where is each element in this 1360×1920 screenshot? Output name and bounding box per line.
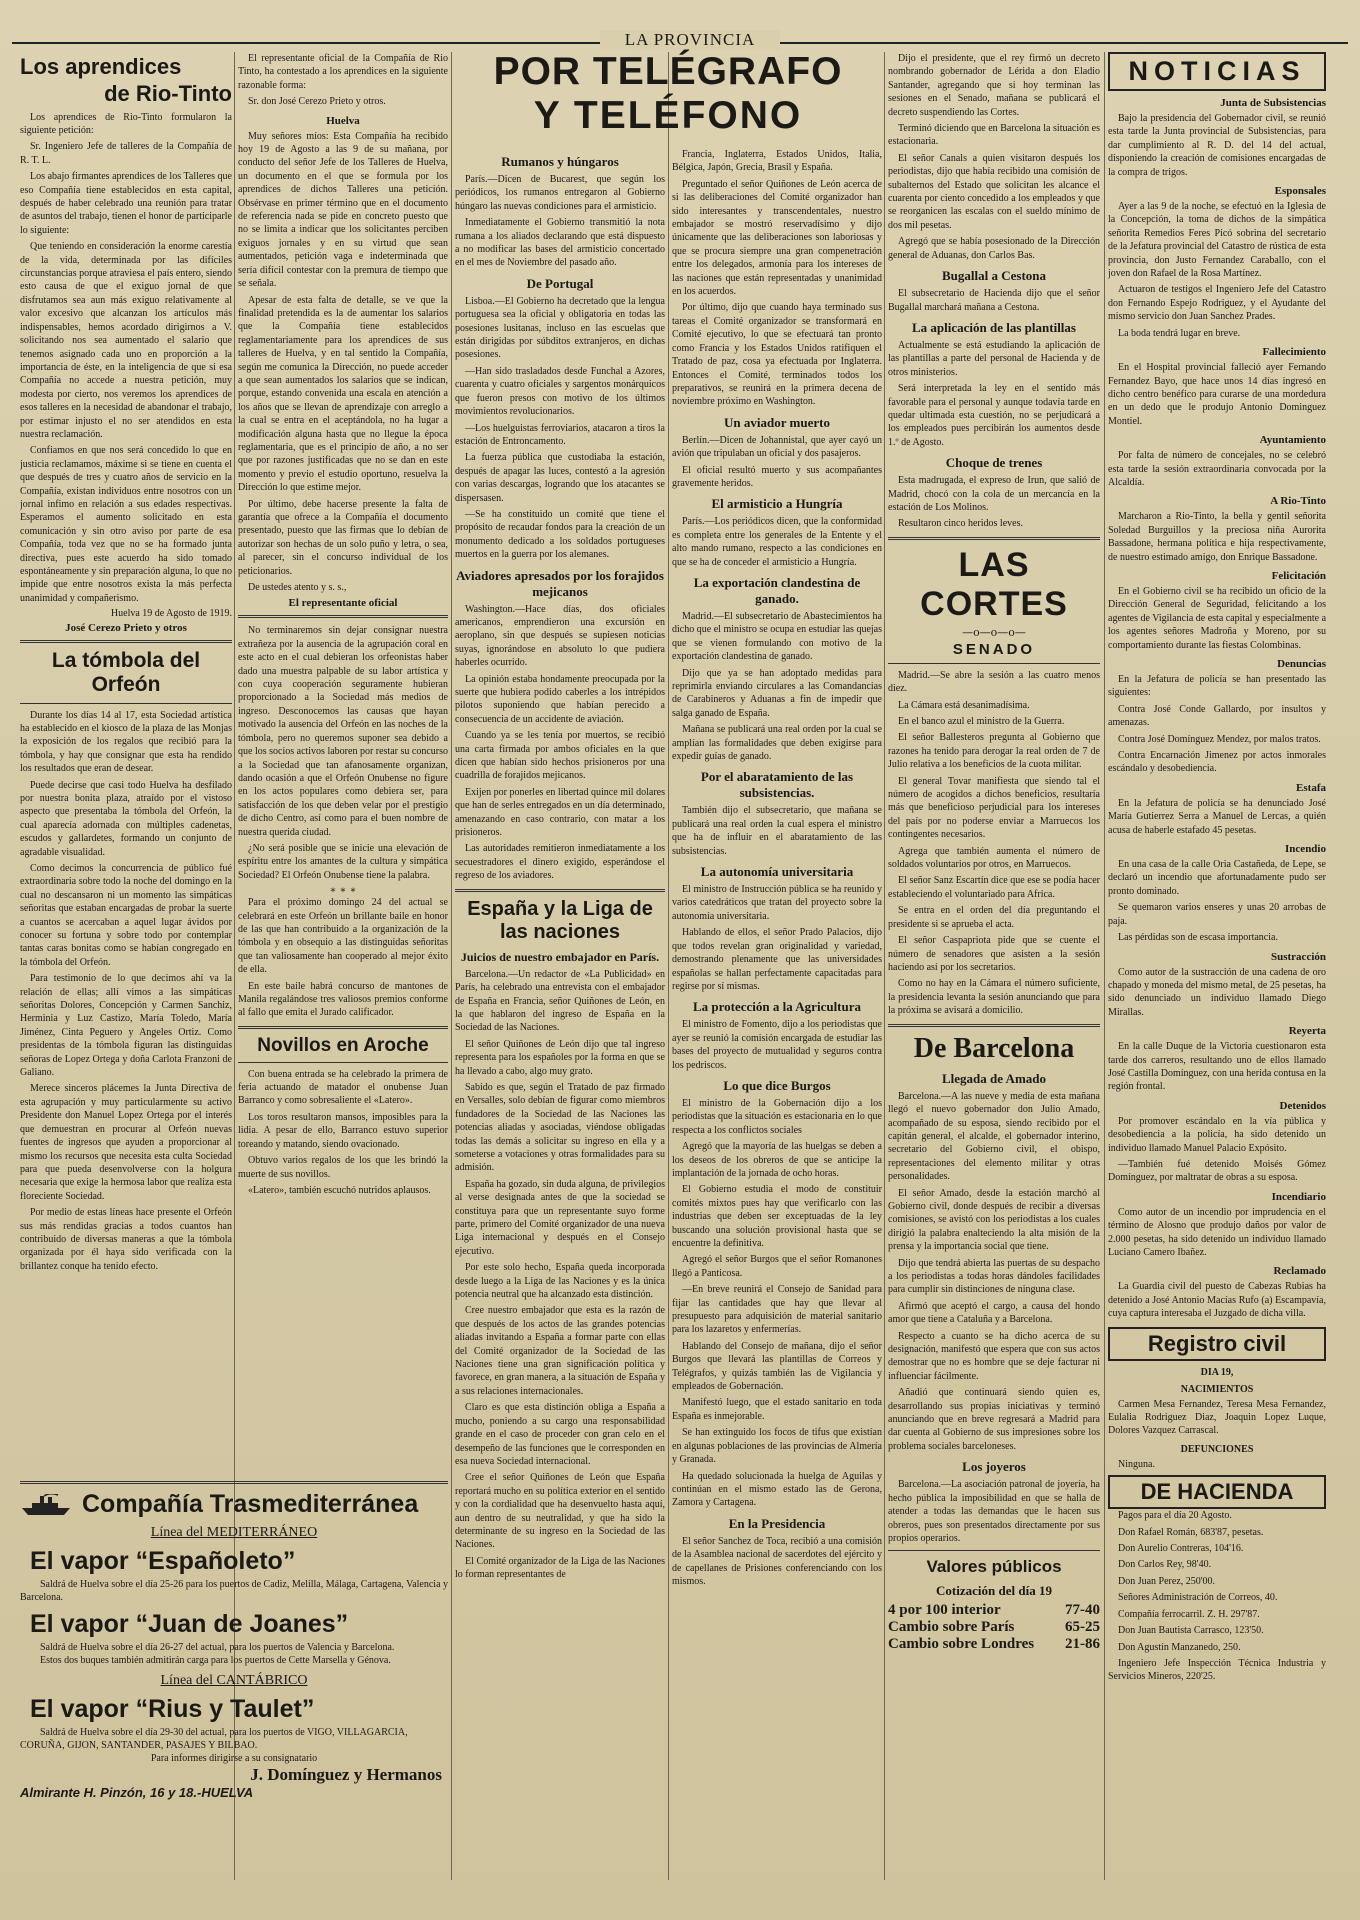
column-4 [672, 148, 882, 1888]
valores-row [888, 1602, 1100, 1619]
ad-company: Compañía Trasmediterránea [82, 1490, 419, 1518]
separator [238, 1026, 448, 1029]
list-item: Don Aurelio Contreras, 104'16. [1118, 1543, 1244, 1555]
paragraph: Manifestó luego, que el estado sanitario en toda España es inmejorable. [672, 1397, 882, 1422]
paragraph: Mañana se publicará una real orden por la cual se amplían las formalidades que deben exigirse para expedir guías de ganado. [672, 724, 882, 763]
list-item: Ingeniero Jefe Inspección Técnica Industria y Servicios Mineros, 220'25. [1108, 1657, 1326, 1683]
paragraph: Esta madrugada, el expreso de Irun, que salió de Madrid, chocó con la cola de un mercancía en la estación de Los Molinos. [888, 475, 1100, 513]
section-title-noticias: NOTICIAS [1108, 52, 1326, 91]
paragraph: En el banco azul el ministro de la Guerra. [898, 716, 1065, 727]
column-6 [1108, 52, 1326, 1882]
subhead: La autonomía universitaria [700, 864, 854, 880]
subhead: Junta de Subsistencias [1220, 97, 1326, 109]
headline-cortes: LAS CORTES [920, 545, 1068, 623]
subhead: Incendio [1285, 843, 1326, 856]
separator [20, 640, 232, 643]
valores-value: 77-40 [1065, 1602, 1100, 1619]
paragraph: Ha quedado solucionada la huelga de Aguilas y continúan en el mismo estado las de Gerona, Zamora y Cartagena. [672, 1470, 882, 1509]
separator [888, 663, 1100, 664]
paragraph: Contra Encarnación Jimenez por actos inmorales escándalo y desobediencia. [1108, 750, 1326, 775]
subhead: Un aviador muerto [724, 414, 830, 430]
paragraph: El ministro de Instrucción pública se ha reunido y varios catedráticos que tratan del proyecto sobre la autonomía universitaria. [672, 884, 882, 922]
headline-aprendices-2: de Rio-Tinto [104, 81, 232, 107]
ad-ship-text: Saldrá de Huelva sobre el día 26-27 del actual, para los puertos de Valencia y Barcelona. [40, 1642, 395, 1653]
subhead: La protección a la Agricultura [692, 999, 862, 1015]
section-title-hacienda: DE HACIENDA [1108, 1475, 1326, 1509]
paragraph: El subsecretario de Hacienda dijo que el señor Bugallal marchará mañana a Cestona. [888, 288, 1100, 313]
paragraph: Como no hay en la Cámara el número suficiente, la presidencia levanta la sesión anunciando que para la próxima se avisará a domicilio. [888, 978, 1100, 1017]
subhead: Estafa [1296, 781, 1326, 794]
ad-address: Almirante H. Pinzón, 16 y 18.-HUELVA [20, 1785, 254, 1800]
paragraph: En el Gobierno civil se ha recibido un oficio de la Dirección General de Seguridad, felicitando a los agentes de Vigilancia de esta capital y especialmente a los agentes señores Madroña y Moreno, por su comportamiento durante las fiestas Colombinas. [1108, 585, 1326, 651]
paragraph: Por promover escándalo en la vía pública y desobediencia a la policía, ha sido detenido un individuo llamado Manuel Palacio Expósito. [1108, 1115, 1326, 1154]
subhead: Denuncias [1277, 658, 1326, 670]
subhead: Llegada de Amado [941, 1070, 1046, 1086]
paragraph: Se entra en el orden del día preguntando el presidente si se aprueba el acta. [888, 905, 1100, 930]
ad-ship-text: Saldrá de Huelva sobre el día 25-26 para los puertos de Cadiz, Melilla, Málaga, Cartagena, Valencia y Barcelona. [20, 1579, 449, 1603]
list-item: Don Carlos Rey, 98'40. [1118, 1559, 1212, 1571]
paragraph: El ministro de Fomento, dijo a los periodistas que ayer se reunió la comisión encargada de estudiar las bases del proyecto de mutualidad y seguros contra los pedriscos. [672, 1019, 882, 1071]
asterism-icon: ∗ ∗ ∗ [329, 885, 357, 897]
article-tombola [20, 709, 232, 1274]
separator [888, 537, 1100, 540]
paragraph: Contra José Domínguez Mendez, por malos tratos. [1118, 733, 1321, 745]
paragraph: Dijo que tendrá abierta las puertas de su despacho a los periodistas a todas horas dándoles facilidades para cumplir sin distinciones de ninguna clase. [888, 1257, 1100, 1296]
paragraph: Marcharon a Rio-Tinto, la bella y gentil señorita Soledad Burguillos y la preciosa niña Aurorita Bassadone, hermana política e hija respectivamente, de nuestro estimado amigo, don Enrique Bassadone. [1108, 511, 1326, 563]
paragraph: París.—Los periódicos dicen, que la conformidad es completa entre los generales de la Entente y el alto mando rumano, respecto a las condiciones en que se ha de conceder el armisticio a Hungría. [672, 516, 882, 568]
subhead: Lo que dice Burgos [723, 1077, 831, 1093]
subhead: Reyerta [1288, 1025, 1326, 1038]
paragraph: Como autor de la sustracción de una cadena de oro chapado y moneda del mismo metal, de 25 pesetas, ha sido denunciado un individuo llamado Diego Mirallas. [1108, 966, 1326, 1018]
column-rule [668, 52, 669, 1880]
subhead: Ayuntamiento [1259, 434, 1326, 447]
paragraph: El representante oficial de la Compañía de Rio Tinto, ha contestado a los aprendices en la siguiente razonable forma: [238, 53, 448, 91]
subhead: Reclamado [1273, 1265, 1326, 1278]
steamship-icon [20, 1494, 74, 1516]
subhead: De Portugal [526, 275, 594, 291]
subhead: En la Presidencia [728, 1515, 826, 1531]
registro-births-title: NACIMIENTOS [1180, 1383, 1254, 1395]
subhead: Detenidos [1279, 1099, 1326, 1112]
paragraph: Las pérdidas son de escasa importancia. [1118, 932, 1278, 944]
list-item: Don Juan Perez, 250'00. [1118, 1575, 1216, 1587]
subhead: Bugallal a Cestona [941, 268, 1046, 284]
ad-ship-text: Saldrá de Huelva sobre el día 29-30 del actual, para los puertos de VIGO, VILLAGARCIA, CORUÑA, GIJON, SANTANDER, PASAJES Y BILBAO. [20, 1727, 408, 1751]
paragraph: Agregó el señor Burgos que el señor Romanones llegó a Panticosa. [672, 1254, 882, 1279]
ad-line-mediterraneo: Línea del MEDITERRÁNEO [150, 1525, 318, 1540]
registro-day: DIA 19, [1200, 1366, 1234, 1378]
paragraph: La Cámara está desanimadísima. [898, 699, 1030, 711]
subhead: Esponsales [1274, 185, 1326, 198]
valores-title: Valores públicos [926, 1557, 1062, 1577]
paragraph: —Los huelguistas ferroviarios, atacaron a tiros la estación de Entroncamento. [455, 422, 665, 447]
ad-ship-juan-de-joanes: El vapor “Juan de Joanes” [30, 1610, 349, 1638]
paragraph: El Gobierno estudia el modo de constituir comités mixtos pues hay que verificarlo con las industrias que deben ser exceptuadas de la ley buscando una solución provisional hasta que se encuentre la definitiva. [672, 1184, 882, 1249]
article-date: Huelva 19 de Agosto de 1919. [110, 608, 232, 620]
paragraph: Se han extinguido los focos de tifus que existían en algunas poblaciones de las provincias de Almería y Granada. [672, 1427, 882, 1466]
paragraph: Ayer a las 9 de la noche, se efectuó en la Iglesia de la Concepción, la toma de dichos de la simpática señorita Remedios Feres Picó sobrina del secretario de la Jefatura provincial del Catastro de rústica de esta provincia, don Justo Fernandez Caraballo, con el joven don Rafael de la Rosa Martínez. [1108, 201, 1326, 280]
paragraph: El señor Quiñones de León dijo que tal ingreso representa para los españoles por la forma en que se ha llevado a cabo, algo muy grato. [455, 1038, 665, 1077]
paragraph: Washington.—Hace días, dos oficiales americanos, emprendieron una excursión en aeroplano, sin que después se supiesen noticias suyas, ignorándose en absoluto lo que pudiera haberles ocurrido. [455, 603, 665, 669]
list-item: Señores Administración de Correos, 40. [1118, 1592, 1278, 1604]
paragraph: Resultaron cinco heridos leves. [898, 518, 1023, 530]
headline-tombola: La tómbola del Orfeón [51, 649, 201, 697]
valores-label: Cambio sobre París [888, 1619, 1015, 1636]
separator [888, 1550, 1100, 1551]
column-3 [455, 148, 665, 1888]
paragraph: Las autoridades remitieron inmediatamente a los secuestradores el dinero exigido, esperándose el regreso de los aviadores. [455, 843, 665, 882]
paragraph: Sr. Ingeniero Jefe de talleres de la Compañía de R. T. L. [20, 141, 232, 166]
paragraph: Madrid.—El subsecretario de Abastecimientos ha dicho que el ministro se ocupa en estudiar las quejas que se vienen formulando con motivo de la exportación clandestina de ganado. [672, 610, 882, 663]
valores-subtitle: Cotización del día 19 [936, 1583, 1052, 1599]
column-1 [20, 52, 232, 1472]
subhead: Rumanos y húngaros [501, 154, 619, 169]
list-item: Don Juan Bautista Carrasco, 123'50. [1118, 1625, 1264, 1637]
paragraph: Dijo el presidente, que el rey firmó un decreto nombrando gobernador de Lérida a don Eladio Santander, agregando que si hoy terminan las sesiones en el Senado, mañana se publicará el decreto suspendiendo las Cortes. [888, 53, 1100, 118]
paragraph: Puede decirse que casi todo Huelva ha desfilado por nuestra bonita plaza, atraído por el vistoso aspecto que presentaba la tómbola del Orfeón, la cual aparecía adornada con múltiples cadenetas, escudos y gallardetes, formando un conjunto de agradable visualidad. [20, 779, 232, 858]
ad-line-cantabrico: Línea del CANTÁBRICO [160, 1673, 308, 1688]
headline-liga: España y la Liga de las naciones [467, 897, 653, 943]
subhead: Felicitación [1271, 569, 1326, 582]
valores-row [888, 1636, 1100, 1653]
subhead-senado: SENADO [952, 640, 1036, 658]
valores-label: 4 por 100 interior [888, 1602, 1001, 1619]
paragraph: En este baile habrá concurso de mantones de Manila regalándose tres valiosos premios conforme al fallo que emita el Jurado calificador. [238, 980, 448, 1019]
paragraph: Los aprendices de Rio-Tinto formularon la siguiente petición: [20, 111, 232, 136]
paragraph: El señor Amado, desde la estación marchó al Gobierno civil, donde después de recibir a diversas comisiones, se avistó con los periodistas a los cuales dirigió la palabra enalteciendo la alta misión de la prensa y la importancia social que tiene. [888, 1187, 1100, 1253]
paragraph: Bajo la presidencia del Gobernador civil, se reunió esta tarde la Junta provincial de Subsistencias, para dar cumplimiento al R. D. del 14 del actual, disponiendo la creación de comisiones encargadas de la compra de trigos. [1108, 113, 1326, 178]
paragraph: Con buena entrada se ha celebrado la primera de feria actuando de matador el onubense Juan Barranco y como sobresaliente el «Latero». [238, 1068, 448, 1107]
subhead: La exportación clandestina de ganado. [693, 574, 861, 606]
paragraph: Agregó que se había posesionado de la Dirección general de Aduanas, don Carlos Bas. [888, 236, 1100, 261]
advertisement-trasmediterranea [20, 1475, 448, 1800]
headline-barcelona: De Barcelona [913, 1032, 1075, 1064]
paragraph: Preguntado el señor Quiñones de León acerca de si las deliberaciones del Comité organizador han sido interesantes y transcendentales, nuestro embajador se mostró reservadísimo y dijo únicamente que las deliberaciones son laboriosas y que se procura siempre una gran compenetración entre los delegados, armonía para los intereses de las naciones que están representadas y unanimidad en los acuerdos. [672, 178, 882, 298]
section-title-registro: Registro civil [1108, 1327, 1326, 1361]
paragraph: Los toros resultaron mansos, imposibles para la lidia. A pesar de ello, Barranco estuvo superior toreando y matando, siendo ovacionado. [238, 1111, 448, 1150]
registro-deaths-title: DEFUNCIONES [1180, 1443, 1254, 1455]
paragraph: Añadió que continuará siendo quien es, desarrollando sus propias iniciativas y terminó anunciando que en breve regresará a Madrid para dar cuenta al Gobierno de sus impresiones sobre los problema sociales barceloneses. [888, 1387, 1100, 1452]
paragraph: No terminaremos sin dejar consignar nuestra extrañeza por la ausencia de la agrupación coral en este acto en el cual debieran los orfeonistas haber dado una muestra palpable de su labor artística y con cuya cooperación seguramente hubieran proporcionado a la Sociedad más medios de ingreso. Desconocemos las causas que hayan motivado la ausencia del Orfeón en las noches de la tómbola, pero no queremos suponer sea debido a que los socios activos laboren por restar su concurso a la Sociedad que tan afanosamente organizan, dando ocasión a que el Orfeón Onubense no figure en los actos populares como debiera ser, para satisfacción de los que deben velar por el prestigio de dicho Centro, así como para el buen nombre de nuestra querida ciudad. [238, 625, 448, 838]
paragraph: Cuando ya se les tenía por muertos, se recibió una carta firmada por ambos oficiales en la que dicen que habían sido hechos prisioneros por una cuadrilla de forajidos mejicanos. [455, 730, 665, 782]
paragraph: El Comité organizador de la Liga de las Naciones lo forman representantes de [455, 1555, 665, 1581]
subhead: Los joyeros [962, 1459, 1026, 1475]
paragraph: ¿No será posible que se inicie una elevación de espíritu entre los amantes de la cultura y simpática Sociedad? El Orfeón Onubense tiene la palabra. [238, 842, 448, 881]
paragraph: La boda tendrá lugar en breve. [1118, 327, 1241, 339]
paragraph: Afirmó que aceptó el cargo, a causa del hondo amor que tiene a Cataluña y a Barcelona. [888, 1300, 1100, 1326]
paragraph: Los abajo firmantes aprendices de los Talleres que eso Compañía tiene establecidos en esta capital, después de haber celebrado una reunión para tratar de asuntos del trabajo, tienen el honor de participarle lo siguiente: [20, 171, 232, 236]
paragraph: Exijen por ponerles en libertad quince mil dolares que han de serles entregados en un día determinado, amenazando en caso contrario, con matar a los prisioneros. [455, 786, 665, 839]
paragraph: La fuerza pública que custodiaba la estación, después de apagar las luces, contestó a la agresión con varias descargas, logrando que los atacantes se dispersasen. [455, 452, 665, 504]
subhead: El armisticio a Hungría [711, 496, 843, 512]
masthead-title: LA PROVINCIA [600, 30, 780, 50]
article-aprendices [20, 111, 232, 606]
paragraph: En la Jefatura de policía se ha denunciado José María Gutierrez Serra a Manuel de Lercas, a quién acusa de haberle estafado 45 pesetas. [1108, 797, 1326, 836]
banner-line-1: POR TELÉGRAFO [493, 50, 843, 93]
ad-ship-rius-y-taulet: El vapor “Rius y Taulet” [30, 1695, 315, 1723]
paragraph: «Latero», también escuchó nutridos aplausos. [248, 1184, 431, 1196]
paragraph: También dijo el subsecretario, que mañana se publicará una real orden la cual espera el ministro que ha de influir en el abaratamiento de las subsistencias. [672, 805, 882, 857]
valores-value: 21-86 [1065, 1636, 1100, 1653]
paragraph: Lisboa.—El Gobierno ha decretado que la lengua portuguesa sea la oficial y obligatoria en todas las posesiones lusitanas, incluso en las escuelas que están dirigidas por súbditos extranjeros, en dichas posesiones. [455, 295, 665, 361]
subhead: Fallecimiento [1262, 346, 1326, 359]
paragraph: Cree el señor Quiñones de León que España reportará mucho en su política exterior en el sentido y con la cordialidad que ha desenvuelto hasta aquí, aun dentro de su neutralidad, y que ha sido la determinante de su ingreso en la Sociedad de las Naciones. [455, 1472, 665, 1551]
column-2 [238, 52, 448, 1472]
paragraph: En la calle Duque de la Victoria cuestionaron esta tarde dos carreros, resultando uno de ellos llamado José Castilla Domínguez, con una herida contusa en la región frontal. [1108, 1041, 1326, 1093]
paragraph: Que teniendo en consideración la enorme carestía de la vida, determinada por las difíciles circunstancias porque atraviesa el país entero, siendo esto causa de que el exiguo jornal de que disfrutamos sea aun más exiguo relativamente al valor excesivo que alcanzan los artículos más indispensables, hemos acordado dirigirnos a V. solicitando nos sea aumentado el salario que tenemos asignado cada uno en proporción a la importancia de éste, en la inteligencia de que si esa Compañía no accede a nuestra petición, muy modesta por cierto, nos veremos los aprendices de esos talleres en la necesidad de abandonar el trabajo, por estimar injusto el no ser atendidos en esta nuestra reclamación. [20, 241, 232, 440]
ad-ship-espanoleto: El vapor “Españoleto” [30, 1547, 296, 1575]
paragraph: Hablando de ellos, el señor Prado Palacios, dijo que todos revelan gran originalidad y variedad, demostrando plenamente que las universidades españolas se hallan perfectamente capacitadas para regirse por sí mismas. [672, 927, 882, 992]
column-rule [451, 52, 452, 1880]
headline-aroche: Novillos en Aroche [257, 1034, 429, 1056]
paragraph: Claro es que esta distinción obliga a España a mucho, poniendo a su cargo una responsabilidad grande en el caso de proceder con gran celo en el desempeño de las funciones que le corresponden en esa nueva Sociedad internacional. [455, 1402, 665, 1467]
paragraph: Cree nuestro embajador que esta es la razón de que después de los actos de las grandes potencias aliadas invitando a España a formar parte con ellas del Comité organizador de la Sociedad de las Naciones tiene una gran significación política y favorece, en gran manera, a la situación de España y a sus relaciones internacionales. [455, 1305, 665, 1397]
separator [238, 1062, 448, 1063]
paragraph: Como decimos la concurrencia de público fué extraordinaria sobre todo la noche del domingo en la cual no descansaron ni un momento las simpáticas señoritas que estaban encargadas de probar la suerte a cuantos se acercaban a aquel lugar ávidos por conocer su fortuna y sobre todo por contemplar tantas caras bonitas como se habían congregado en la tómbola del Orfeón. [20, 862, 232, 968]
paragraph: El señor Canals a quien visitaron después los periodistas, dijo que había recibido una comisión de subalternos del Estado que solicitan les alcance el cuarenta por ciento concedido a los empleados y que se reorganicen las escalas con el sueldo mínimo de dos mil pesetas. [888, 152, 1100, 231]
paragraph: Barcelona.—Un redactor de «La Publicidad» en París, ha celebrado una entrevista con el embajador de España en Francia, señor Quiñones de León, en la que hablaron del ingreso de España en la Sociedad de las Naciones. [455, 968, 665, 1034]
paragraph: El general Tovar manifiesta que siendo tal el número de acogidos a dichos beneficios, resultaría más que beneficioso perjudicial para los intereses del país por no poderse enviar a Marruecos los contingentes necesarios. [888, 775, 1100, 841]
paragraph: Pagos para el día 20 Agosto. [1118, 1510, 1232, 1522]
valores-label: Cambio sobre Londres [888, 1636, 1035, 1653]
paragraph: El señor Sanchez de Toca, recibió a una comisión de la Asamblea nacional de sacerdotes del ejército y de capellanes de Prisiones conferenciando con los mismos. [672, 1535, 882, 1587]
subhead: A Rio-Tinto [1270, 495, 1326, 508]
paragraph: —También fué detenido Moisés Gómez Domínguez, por maltratar de obras a su esposa. [1108, 1158, 1326, 1184]
paragraph: La Guardia civil del puesto de Cabezas Rubias ha detenido a José Antonio Macías Rufo (a) Escampavía, cuya captura interesaba el Juzgado de dicha villa. [1108, 1281, 1326, 1320]
subhead: Por el abaratamiento de las subsistencias. [700, 769, 854, 801]
paragraph: Sabido es que, según el Tratado de paz firmado en Versalles, solo debían de figurar como miembros fundadores de la Sociedad de las Naciones las potencias aliadas y asociadas, viéndose obligadas todas las demás a solicitar su ingreso en ella y a someterse a votaciones y otras formalidades para su admisión. [455, 1081, 665, 1174]
ad-info: Para informes dirigirse a su consignatario [150, 1753, 318, 1764]
paragraph: En el Hospital provincial falleció ayer Fernando Fernandez Bayo, que hace unos 14 días ingresó en dicho centro benéfico para curarse de una mordedura en un dedo que le produjo Antonio Dominguez Montiel. [1108, 362, 1326, 427]
masthead [0, 30, 1360, 50]
paragraph: Hablando del Consejo de mañana, dijo el señor Burgos que llevará las plantillas de Correos y Telégrafos, y quizás también las de Vigilancia y empleados de Gobernación. [672, 1340, 882, 1393]
headline-aprendices-1: Los aprendices [20, 54, 182, 79]
paragraph: —Han sido trasladados desde Funchal a Azores, cuarenta y cuatro oficiales y sargentos monárquicos que fueron presos con motivo de los últimos movimientos revolucionarios. [455, 365, 665, 418]
place-line: Huelva [326, 114, 360, 127]
paragraph: Ninguna. [1118, 1458, 1155, 1470]
paragraph: Respecto a cuanto se ha dicho acerca de su designación, manifestó que espera que con sus actos demostrar que no es hombre que se deje facturar ni influenciar fácilmente. [888, 1330, 1100, 1382]
banner [455, 50, 881, 138]
paragraph: Francia, Inglaterra, Estados Unidos, Italia, Bélgica, Japón, Grecia, Brasil y España. [672, 149, 882, 174]
paragraph: El señor Ballesteros pregunta al Gobierno que razones ha tenido para derogar la real orden de 7 de Julio relativa a los beneficios de la cuota militar. [888, 732, 1100, 771]
paragraph: Por medio de estas líneas hace presente el Orfeón sus más rendidas gracias a todos cuantos han contribuido de diversas maneras a que la tómbola organizada por él haya sido verificada con la brillantez conque ha tenido efecto. [20, 1207, 232, 1272]
paragraph: Madrid.—Se abre la sesión a las cuatro menos diez. [888, 669, 1100, 695]
paragraph: Barcelona.—A las nueve y media de esta mañana llegó el nuevo gobernador don Julio Amado, acompañado de su esposa, siendo recibido por el capitán general, el alcalde, el gobernador interino, secretario del Gobierno civil, el obispo, representaciones del elemento militar y otras personalidades. [888, 1090, 1100, 1183]
paragraph: Como autor de un incendio por imprudencia en el término de Alosno que produjo daños por valor de 2.000 pesetas, ha sido detenido un individuo llamado Luciano Camero Ibañez. [1108, 1206, 1326, 1258]
paragraph: Actualmente se está estudiando la aplicación de las plantillas a parte del personal de Hacienda y de otros ministerios. [888, 339, 1100, 378]
paragraph: Apesar de esta falta de detalle, se ve que la finalidad pretendida es la de aumentar los salarios que la Compañía tiene establecidos reglamentariamente para los aprendices de sus talleres de Huelva, y en tal sentido la Compañía, según me comunica la Dirección, no puede acceder a que sean aumentados los salarios que se indican, porque, estando convenida una escala en atención a los años que se llevan de aprendizaje con arreglo a la cual se entra en el aceptándola, no ha lugar a modificación alguna hasta que no llegue la época reglamentaria, que es el principio de año, a no ser que por razones justificadas que no se dan en este momento y previo el estudio oportuno, resuelva la Dirección lo que estime mejor. [238, 294, 448, 494]
valores-value: 65-25 [1065, 1619, 1100, 1636]
subhead: Sustracción [1271, 950, 1326, 963]
paragraph: El ministro de la Gobernación dijo a los periodistas que la situación es estacionaria en lo que respecta a los conflictos sociales [672, 1097, 882, 1136]
subhead: Incendiario [1271, 1190, 1326, 1203]
paragraph: Confiamos en que nos será concedido lo que en justicia reclamamos, máxime si se tiene en cuenta el que después de tres y cuatro años de servicio en la Compañía, existan individuos entre nosotros con un jornal infimo en relación a sus edades respectivas. Esperamos el aumento solicitado en esta comunicación y sin otro aviso por parte de esa Compañía, toda vez que no se ha formado junta directiva, pues este acuerdo ha sido tomado espontáneamente y sin preparación alguna, lo que no impide que entre nosotros exista la más perfecta unanimidad y compañerismo. [20, 445, 232, 604]
paragraph: París.—Dicen de Bucarest, que según los periódicos, los rumanos entregaron al Gobierno húngaro las nuevas condiciones para el armisticio. [455, 174, 665, 212]
column-5 [888, 52, 1100, 1882]
paragraph: Inmediatamente el Gobierno transmitió la nota rumana a los aliados declarando que está dispuesto a no modificar las bases del armisticio concertado en el mes de Noviembre del pasado año. [455, 217, 665, 269]
ad-ship-note: Estos dos buques también admitirán carga para los puertos de Cette Marsella y Génova. [40, 1655, 391, 1666]
paragraph: Será interpretada la ley en el sentido más favorable para el personal y aunque todavía tarde en quedar ultimada esta cuestión, no se perjudicará a los empleados pues percibirán los aumentos desde 1.º de Agosto. [888, 383, 1100, 448]
separator [20, 703, 232, 704]
list-item: Compañía ferrocarril. Z. H. 297'87. [1118, 1608, 1260, 1620]
paragraph: Carmen Mesa Fernandez, Teresa Mesa Fernandez, Eulalia Rodriguez Diaz, Joaquin Lopez Luque, Dolores Vazquez Carrascal. [1108, 1398, 1326, 1437]
ornament-icon: —o—o—o— [962, 625, 1026, 639]
column-rule [884, 52, 885, 1880]
paragraph: En una casa de la calle Oria Castañeda, de Lepe, se declaró un incendio que afortunadamente pudo ser pronto dominado. [1108, 859, 1326, 897]
paragraph: —Se ha constituido un comité que tiene el propósito de recaudar fondos para la creación de un monumento dedicado a los soldados portugueses muertos en la guerra por los alemanes. [455, 508, 665, 561]
separator [455, 889, 665, 892]
article-signature: José Cerezo Prieto y otros [65, 622, 187, 635]
paragraph: Terminó diciendo que en Barcelona la situación es estacionaria. [888, 123, 1100, 148]
paragraph: El señor Sanz Escartín dice que ese se podía hacer estableciendo el voluntariado para Africa. [888, 875, 1100, 900]
paragraph: De ustedes atento y s. s., [248, 582, 347, 594]
subhead: Aviadores apresados por los forajidos mejicanos [456, 567, 664, 599]
paragraph: Se quemaron varios enseres y unas 20 arrobas de paja. [1108, 902, 1326, 927]
paragraph: Agregó que la mayoría de las huelgas se deben a los deseos de los obreros de que se anticipe la implantación de la jornada de ocho horas. [672, 1141, 882, 1179]
list-item: Don Agustín Manzanedo, 250. [1118, 1641, 1241, 1653]
paragraph: El oficial resultó muerto y sus acompañantes gravemente heridos. [672, 464, 882, 489]
valores-row [888, 1619, 1100, 1636]
paragraph: Por falta de número de concejales, no se celebró esta tarde la sesión extraordinaria convocada por la Alcaldía. [1108, 450, 1326, 488]
paragraph: Contra José Conde Gallardo, por insultos y amenazas. [1108, 703, 1326, 729]
paragraph: Durante los días 14 al 17, esta Sociedad artística ha establecido en el kiosco de la plaza de las Monjas la exposición de los regalos que recibió para la tómbola, y hay que consignar que esta ha rendido los resultados que eran de desear. [20, 709, 232, 775]
paragraph: Por último, debe hacerse presente la falta de garantía que ofrece a la Compañía el documento presentado, puesto que las firmas que lo debían de autorizar son hechas de un solo puño y letra, o sea, al parecer, sin el concurso individual de los peticionarios. [238, 498, 448, 577]
paragraph: Obtuvo varios regalos de los que les brindó la muerte de sus novillos. [238, 1155, 448, 1180]
paragraph: Por último, dijo que cuando haya terminado sus tareas el Comité organizador se transformará en Comité ejecutivo, lo que se efectuará tan pronto como Francia y los Estados Unidos ratifiquen el Tratado de paz, cosa ya efectuada por Inglaterra. Entonces el Comité, terminados todos los preparativos, se reunirá en la primera decena de noviembre próximo en Washington. [672, 302, 882, 408]
paragraph: Dijo que ya se han adoptado medidas para reprimirla enviando circulares a las Comandancias de Carabineros y Aduanas a fin de impedir que salga ganado de España. [672, 667, 882, 719]
paragraph: Para testimonio de lo que decimos ahí va la relación de ellas; allí vimos a las simpáticas señoritas Dolores, Concepción y Carmen Sanchiz, Herminia y Luz Castizo, María Toledo, María Jiménez, Cinta Peguero y Angeles Ortiz. Como presidentas de la tómbola figuran las distinguidas señoras de Lopez Ortega y doña Carlota Franzoni de Galiano. [20, 973, 232, 1079]
paragraph: España ha gozado, sin duda alguna, de privilegios al verse designada antes de que la sociedad se constituya para que un representante suyo forme parte, primero del Comité organizador de una nueva Liga internacional y después en el Consejo ejecutivo. [455, 1178, 665, 1257]
banner-line-2: Y TELÉFONO [533, 94, 803, 137]
paragraph: En la Jefatura de policía se han presentado las siguientes: [1108, 674, 1326, 699]
ad-agent: J. Domínguez y Hermanos [250, 1765, 442, 1784]
article-signature: El representante oficial [288, 597, 398, 610]
separator [238, 615, 448, 618]
paragraph: Actuaron de testigos el Ingeniero Jefe del Catastro don Fernando Espejo Rodriguez, y el Ayudante del mismo servicio don Juan Sanchez Prades. [1108, 284, 1326, 323]
paragraph: Barcelona.—La asociación patronal de joyería, ha hecho pública la imposibilidad en que se halla de atender a todas las demandas que le hacen sus obreros, pues son presentados directamente por sus propios operarios. [888, 1479, 1100, 1544]
column-rule [1104, 52, 1105, 1880]
paragraph: Berlín.—Dicen de Johannistal, que ayer cayó un avión que tripulaban un oficial y dos pasajeros. [672, 434, 882, 460]
subhead: Juicios de nuestro embajador en París. [460, 949, 660, 964]
list-item: Don Rafael Román, 683'87, pesetas. [1118, 1526, 1264, 1538]
paragraph: Agrega que también aumenta el número de soldados voluntarios por otros, en Marruecos. [888, 845, 1100, 871]
paragraph: El señor Caspapriota pide que se cuente el número de senadores que asisten a la sesión haciendo así por los secretarios. [888, 935, 1100, 973]
paragraph: Por este solo hecho, España queda incorporada desde luego a la Liga de las Naciones y es la única potencia neutral que ha alcanzado esta distinción. [455, 1262, 665, 1301]
paragraph: Merece sinceros plácemes la Junta Directiva de esta agrupación y muy particularmente su activo Presidente don Manuel Lopez Ortega por el interés que demuestran en procurar al Orfeón nuevas fuentes de ingresos que ayuden a proporcionar al mismo los recursos que necesita esta culta Sociedad para que pueda desenvolverse con la holgura necesaria que exige la hermosa labor que realiza esta floreciente Sociedad. [20, 1083, 232, 1202]
paragraph: —En breve reunirá el Consejo de Sanidad para fijar las cantidades que hay que llevar al presupuesto para adquisición de material sanitario para los lazaretos y enfermerías. [672, 1284, 882, 1336]
paragraph: Para el próximo domingo 24 del actual se celebrará en este Orfeón un brillante baile en honor de las que han contribuido a la organización de la tómbola y en obsequio a las distinguidas señoritas que tan valiosamente han cooperado al mejor éxito de ella. [238, 897, 448, 976]
separator [20, 1481, 448, 1484]
subhead: La aplicación de las plantillas [912, 319, 1076, 335]
paragraph: Sr. don José Cerezo Prieto y otros. [248, 96, 386, 108]
separator [888, 1024, 1100, 1027]
subhead: Choque de trenes [945, 455, 1043, 471]
paragraph: La opinión estaba hondamente preocupada por la suerte que hubiera podido caberles a los intrépidos pilotos suponiendo que habían perecido a consecuencia de un accidente de aviación. [455, 673, 665, 725]
paragraph: Muy señores míos: Esta Compañía ha recibido hoy 19 de Agosto a las 9 de su mañana, por conducto del señor Jefe de los Talleres de Huelva, un documento en el que se formula por los aprendices de dichos Talleres una petición. Obsérvase en primer término que en el documento de referencia nada se pide en concreto puesto que no se limita a indicar que los solicitantes perciben exiguos jornales y en su virtud que sean aumentados, petición vaga e indeterminada que sería difícil contestar con la premura de tiempo que se señala. [238, 130, 448, 290]
